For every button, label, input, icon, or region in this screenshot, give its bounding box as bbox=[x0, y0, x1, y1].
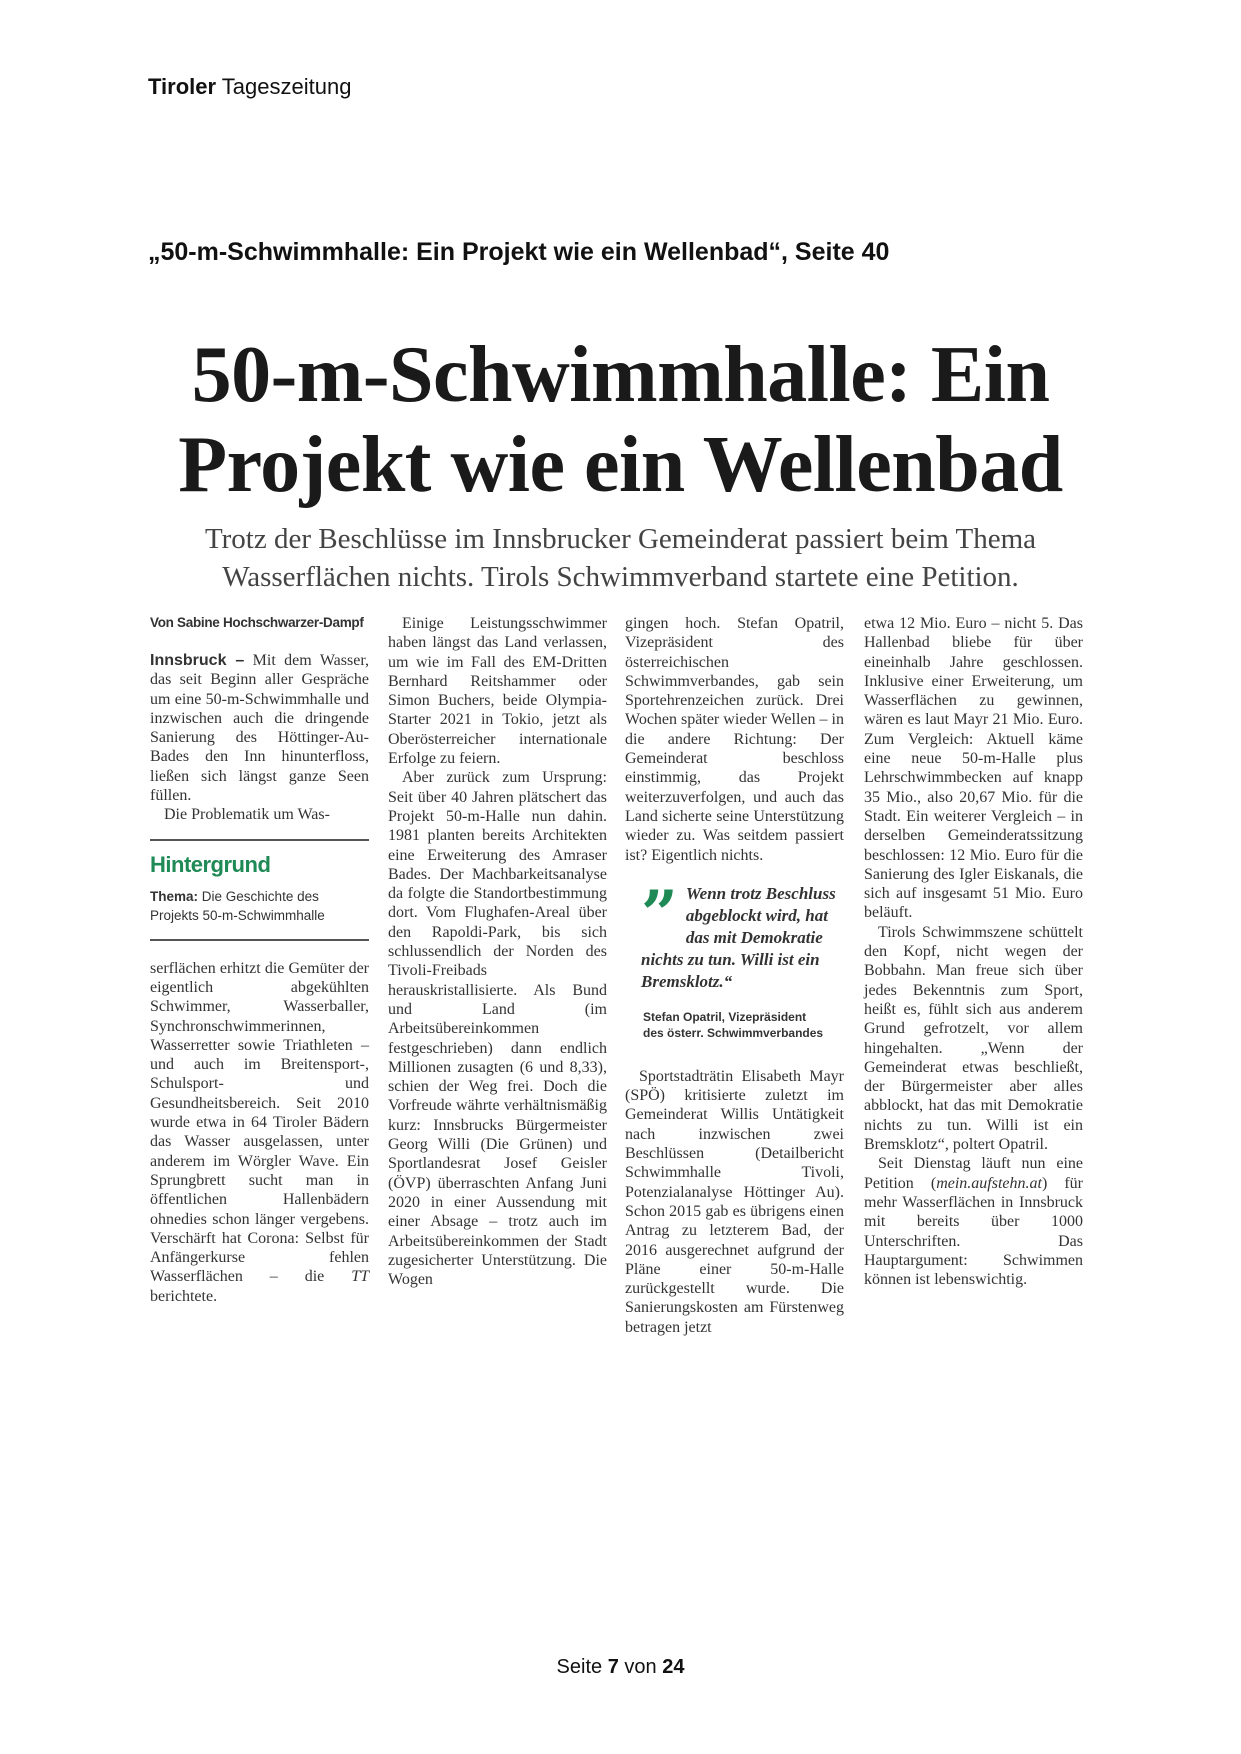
total-pages: 24 bbox=[662, 1656, 685, 1678]
box-title: Hintergrund bbox=[150, 851, 271, 877]
quote-source-line-2: des österr. Schwimmverbandes bbox=[643, 1025, 824, 1040]
page-of: von bbox=[624, 1656, 657, 1678]
article-headline bbox=[40, 330, 1201, 510]
paragraph bbox=[864, 1154, 1083, 1289]
headline-line-1: 50-m-Schwimmhalle: Ein bbox=[191, 331, 1050, 419]
headline-line-2: Projekt wie ein Wellenbad bbox=[178, 421, 1063, 509]
petition-link: mein.aufstehn.at bbox=[936, 1174, 1042, 1192]
paragraph: Aber zurück zum Ursprung: Seit über 40 Jahren plätschert das Projekt 50-m-Halle nun dahin. 1981 planten bereits Architekten eine Erweiterung des Amraser Bades. Der Machbarkeitsanalyse da folgte die Standortbestimmung dort. Vom Flughafen-Areal über den Rapoldi-Park, bis sich schlussendlich der Norden des Tivoli-Freibads herauskristallisierte. Als Bund und Land (im Arbeitsübereinkommen festgeschrieben) dann endlich Millionen zusagten (6 und 8,33), schien der Weg frei. Doch die Vorfreude währte verhältnismäßig kurz: Innsbrucks Bürgermeister Georg Willi (Die Grünen) und Sportlandesrat Josef Geisler (ÖVP) überraschten Anfang Juni 2020 in einer Aussendung mit einer Absage – trotz auch im Arbeitsübereinkommen der Stadt zugesicherter Unterstützung. Die Wogen bbox=[388, 769, 607, 1289]
byline: Von Sabine Hochschwarzer-Dampf bbox=[150, 615, 364, 630]
current-page: 7 bbox=[607, 1656, 619, 1678]
quote-mark-icon: ” bbox=[641, 882, 678, 931]
paragraph: Die Problematik um Was- bbox=[164, 806, 330, 824]
paragraph: gingen hoch. Stefan Opatril, Vizepräsident des österreichischen Schwimmverbandes, gab sein Sportehrenzeichen zurück. Drei Wochen später wieder Wellen – in die andere Richtung: Der Gemeinderat beschloss einstimmig, das Projekt weiterzuverfolgen, und auch das Land sicherte seine Unterstützung wieder zu. Was seitdem passiert ist? Eigentlich nichts. bbox=[625, 615, 844, 864]
article-deck bbox=[40, 520, 1201, 596]
column-1 bbox=[150, 614, 369, 1306]
article-top bbox=[40, 330, 1201, 596]
pull-quote bbox=[625, 883, 844, 993]
paragraph: Einige Leistungsschwimmer haben längst das Land verlassen, um wie im Fall des EM-Dritten Bernhard Reitshammer oder Simon Buchers, beide Olympia-Starter 2021 in Tokio, jetzt als Oberösterreicher internationale Erfolge zu feiern. bbox=[388, 615, 607, 768]
paragraph bbox=[150, 959, 369, 1306]
column-4 bbox=[864, 614, 1083, 1289]
paragraph-text: berichtete. bbox=[150, 1287, 218, 1305]
topic-label: Thema: bbox=[150, 888, 199, 904]
paragraph-text: ) für mehr Wasserflächen in Innsbruck mit bereits über 1000 Unterschriften. Das Hauptargument: Schwimmen können ist lebenswichtig. bbox=[864, 1174, 1084, 1289]
paragraph: etwa 12 Mio. Euro – nicht 5. Das Hallenbad bliebe für über eineinhalb Jahre geschlossen. Inklusive einer Erweiterung, um Wasserflächen zu gewinnen, wären es laut Mayr 21 Mio. Euro. Zum Vergleich: Aktuell käme eine neue 50-m-Halle plus Lehrschwimmbecken auf knapp 35 Mio., also 20,67 Mio. für die Stadt. Ein weiterer Vergleich – in derselben Gemeinderatssitzung beschlossen: 12 Mio. Euro für die Sanierung des Igler Eiskanals, die sich auf insgesamt 51 Mio. Euro beläuft. bbox=[864, 615, 1083, 922]
deck-line-2: Wasserflächen nichts. Tirols Schwimmverband startete eine Petition. bbox=[222, 561, 1019, 593]
quote-text: Wenn trotz Beschluss abgeblockt wird, hat das mit Demokratie nichts zu tun. Willi ist ein Bremsklotz.“ bbox=[641, 883, 836, 991]
dateline: Innsbruck – bbox=[150, 652, 245, 669]
background-box bbox=[150, 839, 369, 941]
paragraph-text: Seit Dienstag läuft nun eine Petition ( bbox=[864, 1155, 1083, 1192]
article-reference: „50-m-Schwimmhalle: Ein Projekt wie ein Wellenbad“, Seite 40 bbox=[148, 238, 890, 266]
topic-text: Die Geschichte des Projekts 50-m-Schwimmhalle bbox=[150, 888, 325, 923]
publication-name bbox=[148, 74, 351, 100]
publication-name-bold: Tiroler bbox=[148, 74, 217, 99]
page-number bbox=[0, 1656, 1241, 1679]
box-topic bbox=[150, 887, 369, 925]
page-prefix: Seite bbox=[556, 1656, 603, 1678]
quote-source-line-1: Stefan Opatril, Vizepräsident bbox=[643, 1009, 807, 1024]
paragraph: Sportstadträtin Elisabeth Mayr (SPÖ) kritisierte zuletzt im Gemeinderat Willis Untätigkeit nach inzwischen zwei Beschlüssen (Detailbericht Schwimmhalle Tivoli, Potenzialanalyse Höttinger Au). Schon 2015 gab es übrigens einen Antrag zu letzterem Bad, der 2016 ausgerechnet aufgrund der Pläne einer 50-m-Halle zurückgestellt wurde. Die Sanierungskosten am Fürstenweg betragen jetzt bbox=[625, 1067, 844, 1336]
deck-line-1: Trotz der Beschlüsse im Innsbrucker Gemeinderat passiert beim Thema bbox=[204, 523, 1037, 555]
paragraph: Tirols Schwimmszene schüttelt den Kopf, nicht wegen der Bobbahn. Man freue sich über jedes Bekenntnis zum Sport, heißt es, fühlt sich aus anderem Grund gefrotzelt, vor allem hingehalten. „Wenn der Gemeinderat etwas beschließt, der Bürgermeister aber alles abblockt, hat das mit Demokratie nichts zu tun. Willi ist ein Bremsklotz“, poltert Opatril. bbox=[864, 923, 1083, 1154]
tt-abbrev: TT bbox=[351, 1268, 369, 1286]
column-3 bbox=[625, 614, 844, 1337]
paragraph-text: serflächen erhitzt die Gemüter der eigentlich abgekühlten Schwimmer, Wasserballer, Synchronschwimmerinnen, Wasserretter sowie Triathleten – und auch im Breitensport-, Schulsport- und Gesundheitsbereich. Seit 2010 wurde etwa in 64 Tiroler Bädern das Wasser ausgelassen, unter anderem im Wörgler Wave. Ein Sprungbrett sucht man in öffentlichen Hallenbädern ohnedies schon länger vergebens. Verschärft hat Corona: Selbst für Anfängerkurse fehlen Wasserflächen – die bbox=[150, 959, 369, 1286]
paragraph-text: Mit dem Wasser, das seit Beginn aller Gespräche um eine 50-m-Schwimmhalle und inzwischen auch die dringende Sanierung des Höttinger-Au-Bades den Inn hinunterfloss, ließen sich längst ganze Seen füllen. bbox=[150, 652, 369, 805]
paragraph bbox=[150, 651, 369, 805]
publication-name-rest: Tageszeitung bbox=[221, 74, 352, 99]
column-2 bbox=[388, 614, 607, 1289]
quote-source bbox=[643, 1009, 844, 1041]
